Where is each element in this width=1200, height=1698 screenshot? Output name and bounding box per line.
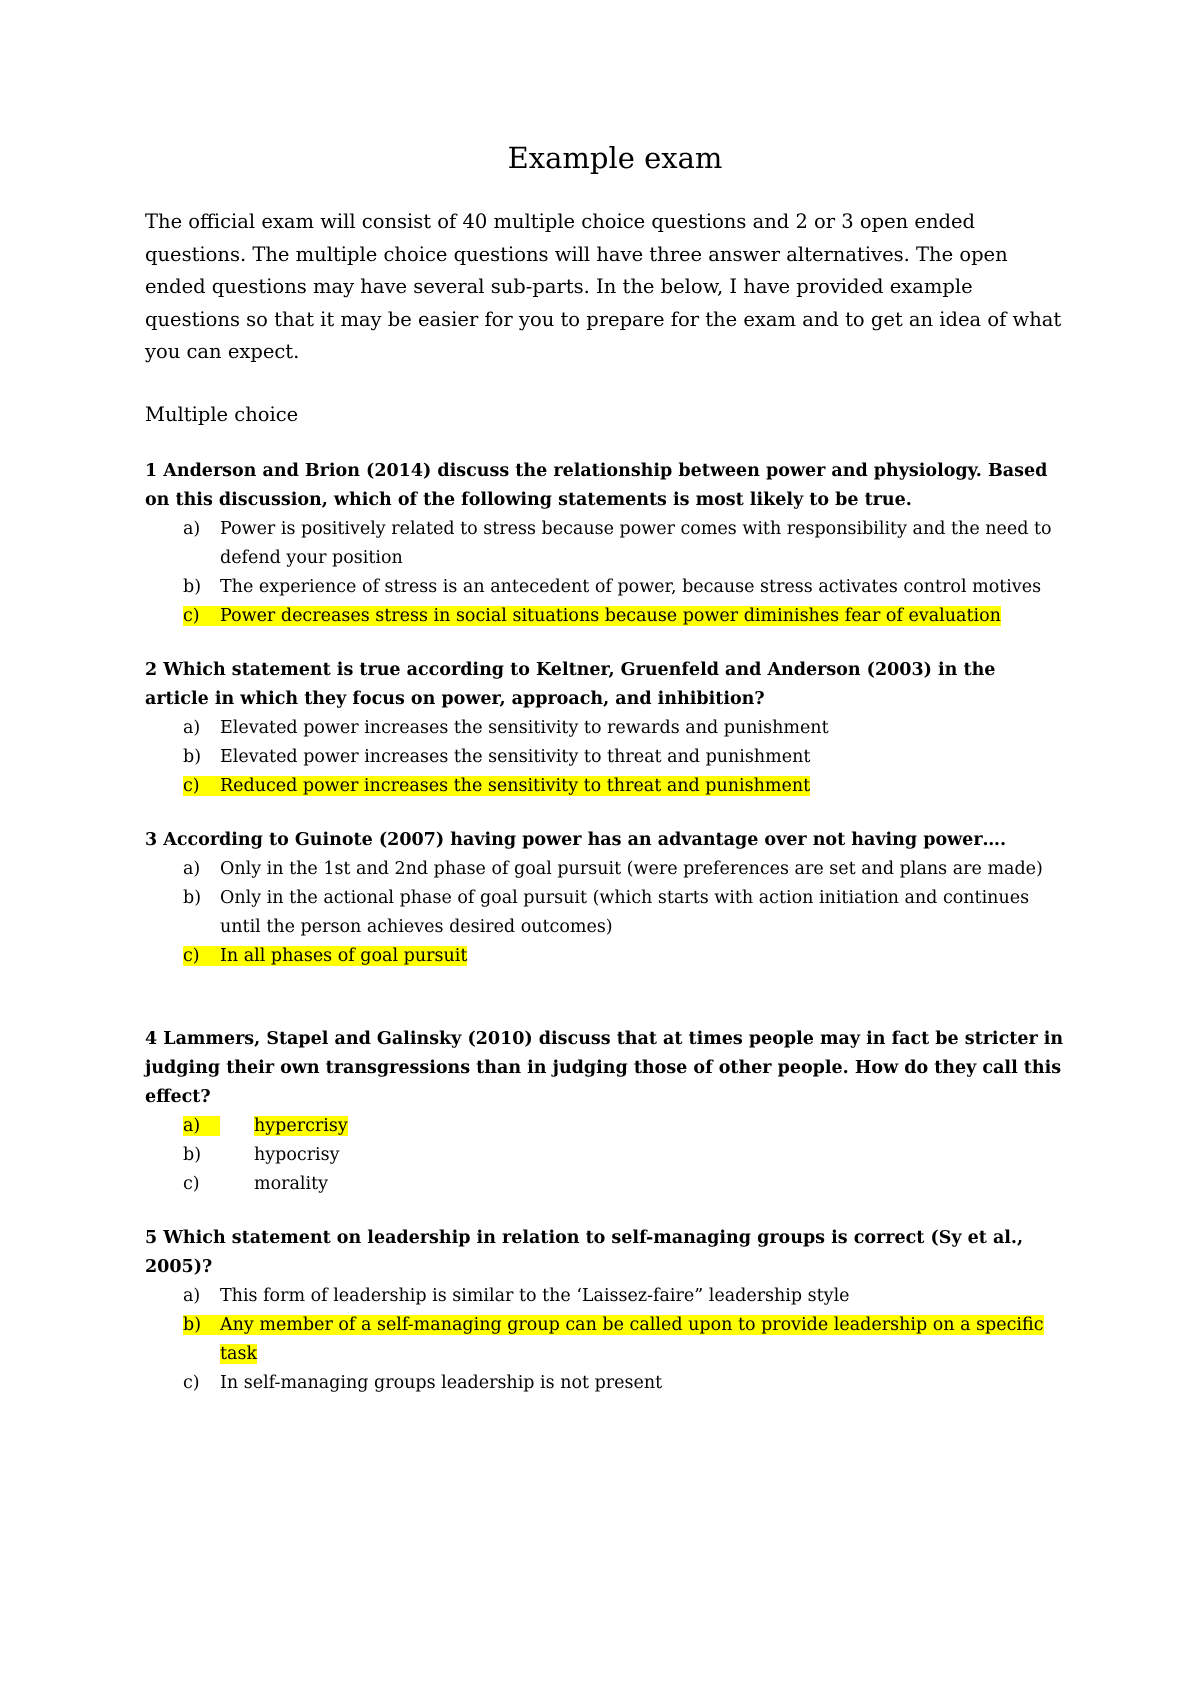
option-letter: [183, 714, 220, 743]
option-text: [220, 772, 810, 801]
answer-option: [145, 714, 1065, 743]
option-letter: [183, 743, 220, 772]
answer-options: [145, 1282, 1065, 1398]
option-text-label: In all phases of goal pursuit: [220, 945, 468, 966]
answer-option: [145, 602, 1065, 631]
question-4: [145, 1025, 1065, 1199]
document-title: Example exam: [507, 141, 723, 175]
question-3: [145, 826, 1065, 971]
answer-option: [145, 515, 1065, 573]
option-text: [254, 1170, 328, 1199]
answer-option: [145, 1282, 1065, 1311]
option-text-label: Any member of a self-managing group can be called upon to provide leadership on a specific task: [220, 1314, 1044, 1364]
option-text: [220, 942, 467, 971]
option-text-label: hypercrisy: [254, 1115, 348, 1136]
option-text: [220, 714, 829, 743]
section-heading: Multiple choice: [145, 402, 299, 426]
option-letter: [183, 1112, 254, 1141]
option-text-label: Elevated power increases the sensitivity to threat and punishment: [220, 746, 811, 767]
document-page: [145, 138, 1065, 1423]
option-letter: [183, 855, 220, 884]
option-text: [220, 884, 1065, 942]
option-letter-label: a): [183, 1116, 220, 1136]
option-text: [220, 1369, 662, 1398]
question-1: [145, 457, 1065, 631]
answer-option: [145, 1311, 1065, 1369]
option-letter-label: b): [183, 746, 202, 767]
answer-option: [145, 942, 1065, 971]
option-letter-label: c): [183, 606, 220, 626]
question-5: [145, 1224, 1065, 1398]
answer-option: [145, 772, 1065, 801]
option-letter: [183, 573, 220, 602]
option-letter: [183, 602, 220, 631]
option-text: [220, 573, 1041, 602]
option-letter-label: a): [183, 518, 201, 539]
option-text-label: Elevated power increases the sensitivity to rewards and punishment: [220, 717, 829, 738]
option-letter-label: c): [183, 1173, 200, 1194]
option-text-label: The experience of stress is an antecedent of power, because stress activates control motives: [220, 576, 1042, 597]
option-letter-label: c): [183, 946, 220, 966]
option-text: [220, 1311, 1065, 1369]
option-text-label: Only in the actional phase of goal pursuit (which starts with action initiation and continues until the person achieves desired outcomes): [220, 887, 1030, 937]
answer-option: [145, 743, 1065, 772]
option-letter: [183, 1282, 220, 1311]
answer-option: [145, 884, 1065, 942]
question-text: 1 Anderson and Brion (2014) discuss the relationship between power and physiology. Based on this discussion, which of the following statements is most likely to be true.: [145, 460, 1048, 510]
option-letter-label: c): [183, 1372, 200, 1393]
option-text: [220, 855, 1043, 884]
option-text: [220, 515, 1065, 573]
answer-options: [145, 1112, 1065, 1199]
option-letter: [183, 942, 220, 971]
question-text: 3 According to Guinote (2007) having power has an advantage over not having power….: [145, 829, 1007, 850]
option-letter: [183, 1141, 254, 1170]
option-letter-label: b): [183, 576, 202, 597]
answer-option: [145, 1112, 1065, 1141]
question-text: 2 Which statement is true according to Keltner, Gruenfeld and Anderson (2003) in the article in which they focus on power, approach, and inhibition?: [145, 659, 996, 709]
option-letter: [183, 1170, 254, 1199]
option-letter-label: b): [183, 1144, 202, 1165]
option-text: [254, 1141, 340, 1170]
answer-options: [145, 515, 1065, 631]
answer-option: [145, 1141, 1065, 1170]
option-letter: [183, 772, 220, 801]
question-list: [145, 457, 1065, 1398]
option-text: [220, 602, 1001, 631]
option-text-label: Power is positively related to stress because power comes with responsibility and the need to defend your position: [220, 518, 1052, 568]
question-text: 4 Lammers, Stapel and Galinsky (2010) discuss that at times people may in fact be stricter in judging their own transgressions than in judging those of other people. How do they call this effect?: [145, 1028, 1064, 1107]
option-letter-label: b): [183, 887, 202, 908]
option-letter: [183, 1369, 220, 1398]
option-letter: [183, 884, 220, 942]
question-2: [145, 656, 1065, 801]
option-text: [220, 743, 810, 772]
option-text-label: Only in the 1st and 2nd phase of goal pursuit (were preferences are set and plans are made): [220, 858, 1043, 879]
option-letter: [183, 515, 220, 573]
answer-option: [145, 855, 1065, 884]
intro-paragraph: The official exam will consist of 40 multiple choice questions and 2 or 3 open ended questions. The multiple choice questions will have three answer alternatives. The open ended questions may have several sub-parts. In the below, I have provided example questions so that it may be easier for you to prepare for the exam and to get an idea of what you can expect.: [145, 210, 1062, 363]
answer-options: [145, 714, 1065, 801]
option-text: [220, 1282, 850, 1311]
option-letter-label: a): [183, 1285, 201, 1306]
question-text: 5 Which statement on leadership in relation to self-managing groups is correct (Sy et al., 2005)?: [145, 1227, 1024, 1277]
answer-option: [145, 573, 1065, 602]
option-letter: [183, 1311, 220, 1369]
option-text-label: morality: [254, 1173, 329, 1194]
answer-option: [145, 1369, 1065, 1398]
answer-option: [145, 1170, 1065, 1199]
answer-options: [145, 855, 1065, 971]
option-text-label: hypocrisy: [254, 1144, 340, 1165]
option-text-label: Power decreases stress in social situations because power diminishes fear of evaluation: [220, 605, 1001, 626]
option-letter-label: a): [183, 858, 201, 879]
option-text: [254, 1112, 348, 1141]
option-letter-label: a): [183, 717, 201, 738]
option-text-label: In self-managing groups leadership is not present: [220, 1372, 663, 1393]
option-letter-label: c): [183, 776, 220, 796]
option-text-label: Reduced power increases the sensitivity to threat and punishment: [220, 775, 811, 796]
option-letter-label: b): [183, 1315, 221, 1335]
option-text-label: This form of leadership is similar to the ‘Laissez-faire” leadership style: [220, 1285, 850, 1306]
